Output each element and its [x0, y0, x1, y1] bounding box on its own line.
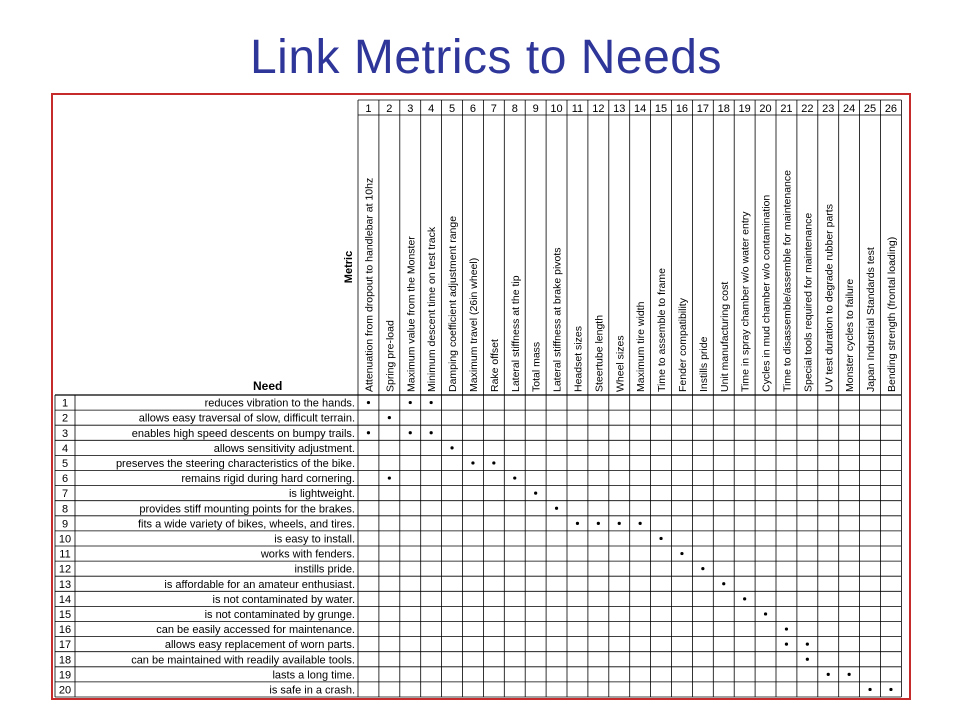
need-number: 6	[61, 473, 69, 486]
link-mark	[868, 688, 871, 691]
need-number: 3	[61, 427, 69, 440]
link-mark	[409, 401, 412, 404]
metric-number: 4	[428, 103, 435, 115]
metric-number: 23	[822, 103, 835, 115]
metric-label: Instills pride	[697, 336, 710, 392]
need-label: reduces vibration to the hands.	[204, 397, 355, 410]
link-mark	[785, 627, 788, 630]
link-mark	[576, 522, 579, 525]
need-number: 18	[58, 654, 72, 667]
link-mark	[450, 446, 453, 449]
metric-label: Attenuation from dropout to handlebar at 10hz	[363, 177, 376, 392]
link-mark	[492, 461, 495, 464]
metric-label: Spring pre-load	[384, 320, 397, 392]
need-number: 16	[58, 624, 72, 637]
slide-title: Link Metrics to Needs	[249, 31, 722, 84]
link-mark	[409, 431, 412, 434]
need-label: lasts a long time.	[272, 669, 355, 682]
metric-number: 11	[571, 103, 584, 115]
link-mark	[430, 401, 433, 404]
need-label: enables high speed descents on bumpy trails.	[131, 427, 355, 440]
metric-label: Maximum tire width	[635, 301, 648, 392]
metric-number: 21	[780, 103, 793, 115]
need-number: 20	[58, 684, 72, 697]
link-mark	[639, 522, 642, 525]
metric-label: Maximum value from the Monster	[405, 236, 418, 392]
metric-label: Lateral stiffness at the tip	[509, 275, 522, 392]
metric-label: Rake offset	[488, 339, 501, 392]
metric-label: Damping coefficient adjustment range	[447, 215, 460, 392]
link-mark	[513, 476, 516, 479]
need-number: 8	[61, 503, 69, 516]
link-mark	[367, 431, 370, 434]
metric-number: 9	[532, 103, 539, 115]
metric-number: 17	[696, 103, 709, 115]
metric-number: 13	[613, 103, 626, 115]
metric-label: Time in spray chamber w/o water entry	[739, 211, 752, 392]
need-number: 5	[61, 458, 69, 470]
need-label: can be maintained with readily available tools.	[131, 654, 355, 667]
link-mark	[764, 612, 767, 615]
metric-label: Time to disassemble/assemble for maintenance	[781, 170, 794, 392]
metric-number: 22	[801, 103, 814, 115]
need-label: instills pride.	[294, 563, 355, 576]
link-mark	[785, 643, 788, 646]
link-mark	[806, 643, 809, 646]
need-number: 14	[58, 593, 72, 606]
need-number: 4	[61, 442, 69, 455]
metric-label: Unit manufacturing cost	[718, 281, 731, 392]
metric-number: 8	[511, 103, 518, 115]
metric-number: 18	[717, 103, 730, 115]
metric-number: 12	[592, 103, 605, 115]
need-label: remains rigid during hard cornering.	[181, 473, 355, 486]
metric-number: 5	[448, 103, 456, 115]
need-label: is affordable for an amateur enthusiast.	[164, 578, 355, 591]
need-number: 2	[61, 412, 69, 425]
metric-label: Wheel sizes	[614, 335, 627, 392]
metric-number: 25	[863, 103, 877, 115]
metric-label: Monster cycles to failure	[844, 278, 857, 392]
link-mark	[848, 673, 851, 676]
need-number: 12	[58, 563, 72, 576]
need-label: can be easily accessed for maintenance.	[156, 624, 355, 637]
link-mark	[680, 552, 683, 555]
need-number: 7	[61, 488, 69, 501]
need-number: 15	[58, 609, 72, 621]
metric-label: Special tools required for maintenance	[802, 212, 815, 392]
metric-number: 7	[490, 103, 497, 115]
link-mark	[701, 567, 704, 570]
metric-number: 1	[365, 103, 372, 115]
need-label: allows sensitivity adjustment.	[213, 442, 355, 455]
need-number: 13	[58, 578, 72, 591]
need-label: is easy to install.	[274, 533, 355, 546]
link-mark	[743, 597, 746, 600]
metric-number: 24	[843, 103, 856, 115]
metric-number: 16	[675, 103, 689, 115]
need-number: 1	[61, 397, 69, 410]
metric-number: 19	[738, 103, 751, 115]
metric-header: Metric	[343, 250, 355, 284]
metric-label: Fender compatibility	[676, 298, 689, 392]
metric-number: 26	[884, 103, 898, 115]
need-label: fits a wide variety of bikes, wheels, and tires.	[137, 518, 355, 531]
metric-number: 10	[550, 103, 563, 115]
metric-label: Total mass	[530, 341, 543, 392]
metric-label: Maximum travel (26in wheel)	[467, 257, 480, 392]
metric-label: Cycles in mud chamber w/o contamination	[760, 194, 773, 392]
link-mark	[597, 522, 600, 525]
link-mark	[388, 476, 391, 479]
metric-number: 2	[386, 103, 393, 115]
link-mark	[367, 401, 370, 404]
metric-label: Bending strength (frontal loading)	[885, 236, 898, 392]
metric-label: Minimum descent time on test track	[426, 226, 439, 392]
need-number: 11	[59, 548, 71, 561]
link-mark	[430, 431, 433, 434]
metric-label: Steertube length	[593, 314, 606, 392]
need-label: preserves the steering characteristics of the bike.	[115, 458, 355, 470]
need-number: 17	[58, 639, 72, 652]
need-label: allows easy replacement of worn parts.	[164, 639, 355, 652]
needs-metrics-matrix	[51, 93, 911, 700]
link-mark	[618, 522, 621, 525]
link-mark	[534, 492, 537, 495]
need-number: 10	[58, 533, 72, 546]
link-mark	[722, 582, 725, 585]
link-mark	[471, 461, 474, 464]
link-mark	[388, 416, 391, 419]
metric-label: Time to assemble to frame	[656, 268, 669, 392]
matrix-grid	[53, 95, 909, 698]
need-number: 9	[61, 518, 69, 531]
metric-number: 6	[469, 103, 477, 115]
link-mark	[827, 673, 830, 676]
need-label: allows easy traversal of slow, difficult terrain.	[138, 412, 355, 425]
link-mark	[659, 537, 662, 540]
metric-label: Headset sizes	[572, 326, 585, 392]
metric-label: Lateral stiffness at brake pivots	[551, 247, 564, 392]
metric-number: 3	[407, 103, 414, 115]
metric-number: 20	[759, 103, 772, 115]
link-mark	[555, 507, 558, 510]
metric-number: 15	[654, 103, 668, 115]
need-label: is not contaminated by water.	[212, 593, 355, 606]
link-mark	[889, 688, 892, 691]
link-mark	[806, 658, 809, 661]
need-label: is not contaminated by grunge.	[204, 609, 355, 621]
need-label: is safe in a crash.	[269, 684, 355, 697]
metric-label: Japan Industrial Standards test	[865, 247, 878, 392]
need-label: is lightweight.	[288, 488, 355, 501]
need-header: Need	[253, 379, 283, 393]
need-label: provides stiff mounting points for the brakes.	[139, 503, 355, 516]
metric-label: UV test duration to degrade rubber parts	[823, 204, 836, 392]
need-number: 19	[58, 669, 72, 682]
metric-number: 14	[634, 103, 647, 115]
need-label: works with fenders.	[260, 548, 355, 561]
